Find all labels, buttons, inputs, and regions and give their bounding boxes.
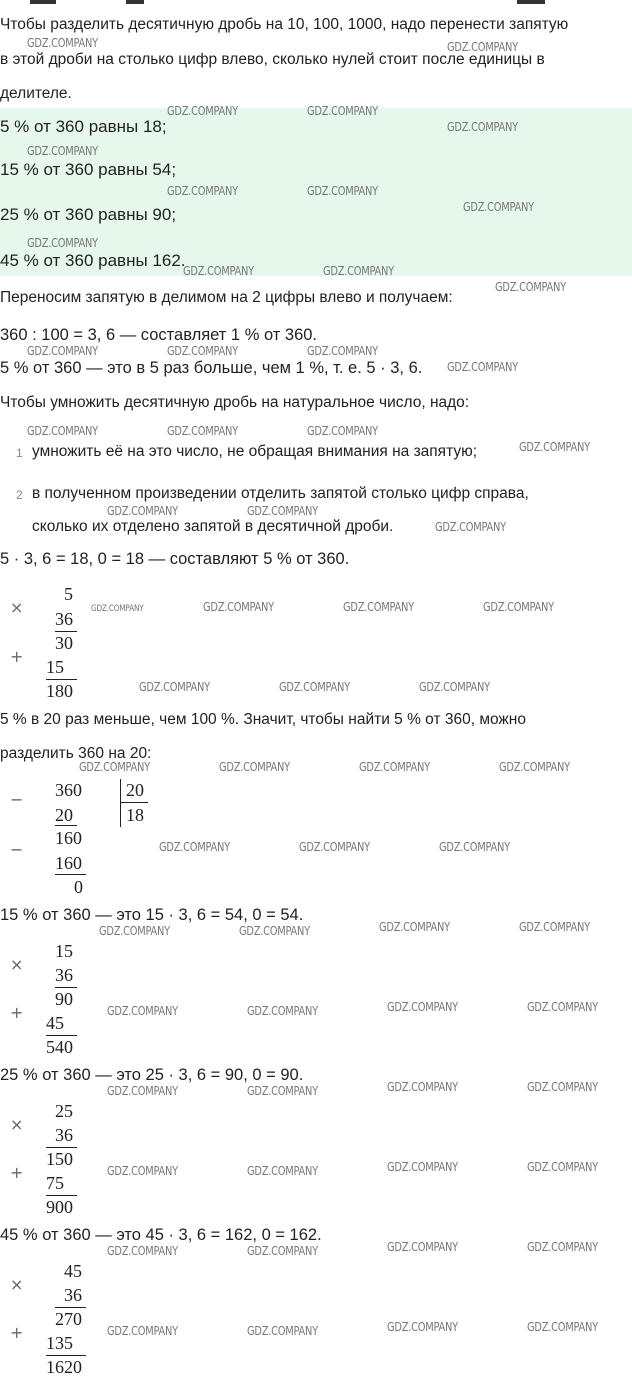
partial-product-1: 270: [55, 1309, 82, 1329]
watermark: GDZ.COMPANY: [183, 264, 254, 278]
watermark: GDZ.COMPANY: [387, 1000, 458, 1014]
rule-line: [55, 987, 77, 988]
watermark: GDZ.COMPANY: [447, 120, 518, 134]
rule-line: [55, 1307, 86, 1308]
partial-product-1: 90: [55, 989, 73, 1009]
watermark: GDZ.COMPANY: [323, 264, 394, 278]
times-sign: ×: [10, 598, 24, 617]
watermark: GDZ.COMPANY: [435, 520, 506, 534]
watermark: GDZ.COMPANY: [307, 344, 378, 358]
watermark: GDZ.COMPANY: [27, 236, 98, 250]
watermark: GDZ.COMPANY: [527, 1160, 598, 1174]
multiplicand: 25: [55, 1101, 73, 1121]
watermark: GDZ.COMPANY: [519, 440, 590, 454]
step-ratio: 5 % от 360 — это в 5 раз больше, чем 1 %, т. е. 5 · 3, 6.: [0, 359, 423, 377]
watermark: GDZ.COMPANY: [447, 360, 518, 374]
watermark: GDZ.COMPANY: [307, 424, 378, 438]
watermark: GDZ.COMPANY: [379, 920, 450, 934]
watermark: GDZ.COMPANY: [159, 840, 230, 854]
watermark: GDZ.COMPANY: [519, 920, 590, 934]
answer-5-percent: 5 % от 360 равны 18;: [0, 117, 167, 136]
subtrahend-2: 160: [55, 853, 82, 873]
division-note-line-2: разделить 360 на 20:: [0, 745, 152, 762]
watermark: GDZ.COMPANY: [107, 1004, 178, 1018]
partial-product-2: 45: [46, 1013, 64, 1033]
product-result: 540: [46, 1037, 73, 1057]
cropped-text-fragment: [30, 0, 56, 4]
remainder-1: 160: [55, 828, 82, 848]
watermark: GDZ.COMPANY: [27, 344, 98, 358]
watermark: GDZ.COMPANY: [167, 344, 238, 358]
remainder-final: 0: [74, 877, 83, 897]
watermark: GDZ.COMPANY: [343, 600, 414, 614]
rule-line: [55, 825, 77, 826]
plus-sign: +: [10, 1323, 24, 1342]
divisor: 20: [126, 780, 144, 800]
watermark: GDZ.COMPANY: [527, 1240, 598, 1254]
watermark: GDZ.COMPANY: [387, 1240, 458, 1254]
watermark: GDZ.COMPANY: [387, 1080, 458, 1094]
watermark: GDZ.COMPANY: [107, 504, 178, 518]
rule-intro: Чтобы умножить десятичную дробь на натуральное число, надо:: [0, 394, 470, 411]
partial-product-1: 30: [55, 633, 73, 653]
watermark: GDZ.COMPANY: [247, 1164, 318, 1178]
watermark: GDZ.COMPANY: [419, 680, 490, 694]
minus-sign: −: [10, 790, 24, 809]
partial-product-2: 135: [46, 1333, 73, 1353]
list-number: 1: [16, 446, 23, 460]
watermark: GDZ.COMPANY: [107, 1244, 178, 1258]
multiplicand: 45: [64, 1261, 82, 1281]
watermark: GDZ.COMPANY: [279, 680, 350, 694]
watermark: GDZ.COMPANY: [247, 1244, 318, 1258]
product-result: 180: [46, 681, 73, 701]
multiplier: 36: [55, 965, 73, 985]
intro-line-2: в этой дроби на столько цифр влево, сколько нулей стоит после единицы в: [0, 51, 545, 68]
plus-sign: +: [10, 647, 24, 666]
intro-line-1: Чтобы разделить десятичную дробь на 10, 100, 1000, надо перенести запятую: [0, 16, 569, 33]
multiplicand: 5: [64, 584, 73, 604]
minus-sign: −: [10, 840, 24, 859]
calc-5-equation: 5 · 3, 6 = 18, 0 = 18 — составляют 5 % от 360.: [0, 550, 350, 568]
times-sign: ×: [10, 1115, 24, 1134]
watermark: GDZ.COMPANY: [307, 104, 378, 118]
plus-sign: +: [10, 1163, 24, 1182]
calc-45-equation: 45 % от 360 — это 45 · 3, 6 = 162, 0 = 162.: [0, 1226, 322, 1244]
answer-25-percent: 25 % от 360 равны 90;: [0, 205, 177, 224]
watermark: GDZ.COMPANY: [307, 184, 378, 198]
watermark: GDZ.COMPANY: [527, 1000, 598, 1014]
rule-line: [46, 679, 77, 680]
watermark: GDZ.COMPANY: [27, 36, 98, 50]
watermark: GDZ.COMPANY: [247, 1004, 318, 1018]
watermark: GDZ.COMPANY: [107, 1324, 178, 1338]
watermark: GDZ.COMPANY: [299, 840, 370, 854]
rule-line: [46, 1195, 77, 1196]
answer-45-percent: 45 % от 360 равны 162.: [0, 251, 186, 270]
watermark: GDZ.COMPANY: [99, 924, 170, 938]
times-sign: ×: [10, 1275, 24, 1294]
intro-line-3: делителе.: [0, 85, 72, 102]
calc-15-equation: 15 % от 360 — это 15 · 3, 6 = 54, 0 = 54.: [0, 906, 304, 924]
rule-item-2-line-1: в полученном произведении отделить запятой столько цифр справа,: [32, 485, 529, 502]
multiplier: 36: [55, 609, 73, 629]
rule-line: [46, 1147, 77, 1148]
rule-item-1: умножить её на это число, не обращая внимания на запятую;: [32, 443, 478, 460]
partial-product-2: 15: [46, 657, 64, 677]
watermark: GDZ.COMPANY: [463, 200, 534, 214]
watermark: GDZ.COMPANY: [167, 104, 238, 118]
list-number: 2: [16, 488, 23, 502]
watermark: GDZ.COMPANY: [107, 1084, 178, 1098]
watermark: GDZ.COMPANY: [483, 600, 554, 614]
rule-item-2-line-2: сколько их отделено запятой в десятичной дроби.: [32, 518, 394, 535]
dividend: 360: [55, 780, 82, 800]
product-result: 900: [46, 1197, 73, 1217]
partial-product-1: 150: [46, 1149, 73, 1169]
plus-sign: +: [10, 1003, 24, 1022]
watermark: GDZ.COMPANY: [359, 760, 430, 774]
watermark: GDZ.COMPANY: [239, 924, 310, 938]
watermark: GDZ.COMPANY: [499, 760, 570, 774]
watermark: GDZ.COMPANY: [447, 40, 518, 54]
watermark: GDZ.COMPANY: [527, 1320, 598, 1334]
rule-line: [120, 802, 148, 803]
cropped-text-fragment: [126, 0, 144, 4]
watermark: GDZ.COMPANY: [79, 760, 150, 774]
quotient: 18: [126, 805, 144, 825]
watermark: GDZ.COMPANY: [27, 144, 98, 158]
watermark: GDZ.COMPANY: [439, 840, 510, 854]
step-equation: 360 : 100 = 3, 6 — составляет 1 % от 360.: [0, 326, 318, 344]
watermark: GDZ.COMPANY: [219, 760, 290, 774]
watermark: GDZ.COMPANY: [247, 1084, 318, 1098]
watermark: GDZ.COMPANY: [527, 1080, 598, 1094]
product-result: 1620: [46, 1357, 82, 1377]
answer-15-percent: 15 % от 360 равны 54;: [0, 160, 177, 179]
multiplier: 36: [55, 1125, 73, 1145]
watermark: GDZ.COMPANY: [167, 184, 238, 198]
watermark: GDZ.COMPANY: [167, 424, 238, 438]
division-note-line-1: 5 % в 20 раз меньше, чем 100 %. Значит, чтобы найти 5 % от 360, можно: [0, 711, 526, 728]
rule-line: [46, 1035, 77, 1036]
watermark: GDZ.COMPANY: [139, 680, 210, 694]
division-bar: [120, 779, 121, 827]
watermark: GDZ.COMPANY: [91, 604, 144, 614]
watermark: GDZ.COMPANY: [203, 600, 274, 614]
watermark: GDZ.COMPANY: [107, 1164, 178, 1178]
watermark: GDZ.COMPANY: [247, 1324, 318, 1338]
cropped-text-fragment: [517, 0, 545, 4]
watermark: GDZ.COMPANY: [27, 424, 98, 438]
watermark: GDZ.COMPANY: [247, 504, 318, 518]
watermark: GDZ.COMPANY: [387, 1320, 458, 1334]
times-sign: ×: [10, 955, 24, 974]
rule-line: [46, 1355, 86, 1356]
subtrahend-1: 20: [55, 805, 73, 825]
watermark: GDZ.COMPANY: [387, 1160, 458, 1174]
step-text: Переносим запятую в делимом на 2 цифры влево и получаем:: [0, 289, 453, 306]
multiplier: 36: [64, 1285, 82, 1305]
calc-25-equation: 25 % от 360 — это 25 · 3, 6 = 90, 0 = 90.: [0, 1066, 304, 1084]
multiplicand: 15: [55, 941, 73, 961]
watermark: GDZ.COMPANY: [495, 280, 566, 294]
rule-line: [55, 874, 86, 875]
partial-product-2: 75: [46, 1173, 64, 1193]
rule-line: [55, 631, 77, 632]
